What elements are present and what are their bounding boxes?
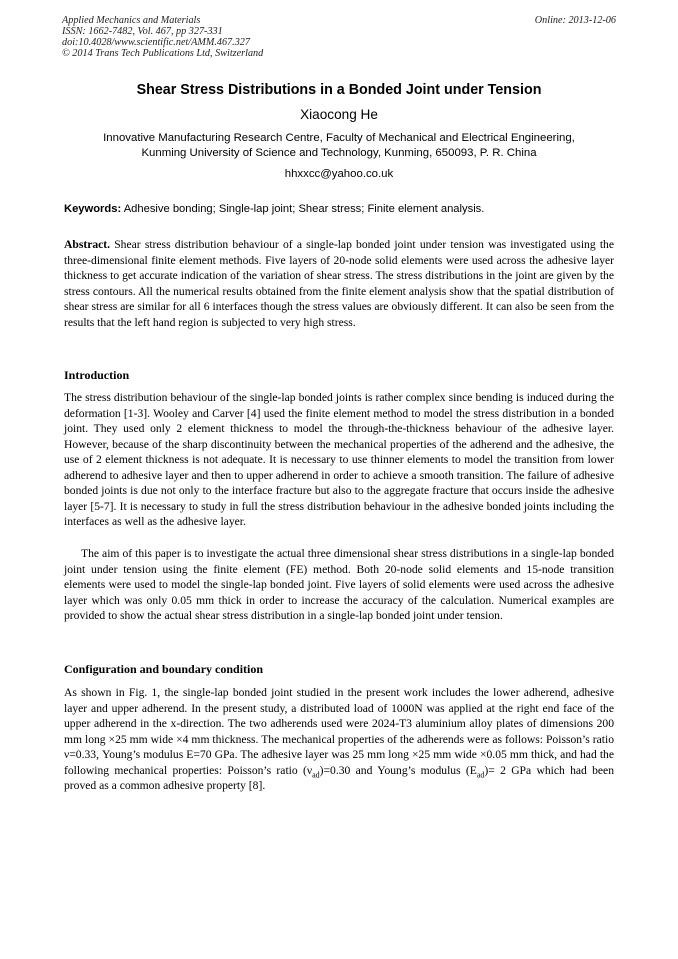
intro-paragraph-2: The aim of this paper is to investigate the actual three dimensional shear stress distributions in a single-lap bonded joint under tension using the finite element (FE) method. Both 20-node solid elements and 15-node transition elements were used to model the single-lap bonded joint. Five layers of solid elements were used across the adhesive layer which was only 0.05 mm thick in order to increase the accuracy of the calculation. Numerical examples are provided to show the actual shear stress distribution in a single-lap bonded joint under tension. (64, 547, 614, 622)
intro-paragraph-1: The stress distribution behaviour of the single-lap bonded joints is rather complex since bending is induced during the deformation [1-3]. Wooley and Carver [4] used the finite element method to model the stress distribution in a bonded joint. They used only 2 element thickness to model the through-the-thickness behaviour of the adhesive layer. However, because of the sharp discontinuity between the mechanical properties of the adherend and the adhesive, the use of 2 element thickness is not adequate. It is necessary to use thinner elements to model the transition from lower adherend to adhesive layer and then to upper adherend in order to achieve a smooth transition. The failure of adhesive bonded joints is due not only to the interface fracture but also to the aggregate fracture that occurs inside the adhesive layer [5-7]. It is necessary to study in full the stress distribution behaviour in the adhesive bonded joints including the interfaces as well as the adhesive layer. (64, 391, 614, 528)
config-text-c: )= 2 GPa which had been proved as a common adhesive property [8]. (64, 763, 614, 792)
abstract-label: Abstract. (64, 238, 111, 251)
copyright-line: © 2014 Trans Tech Publications Ltd, Switzerland (62, 48, 264, 59)
affiliation-line-2: Kunming University of Science and Technology, Kunming, 650093, P. R. China (141, 147, 537, 159)
issn-line: ISSN: 1662-7482, Vol. 467, pp 327-331 (62, 26, 223, 37)
abstract (64, 237, 614, 330)
subscript-ad: ad (312, 769, 320, 779)
keywords (64, 203, 624, 215)
online-date: Online: 2013-12-06 (534, 15, 616, 26)
affiliation-line-1: Innovative Manufacturing Research Centre, Faculty of Mechanical and Electrical Engineering, (103, 132, 575, 144)
affiliation (60, 131, 618, 161)
journal-name: Applied Mechanics and Materials (62, 15, 201, 26)
paper-title: Shear Stress Distributions in a Bonded Joint under Tension (136, 82, 542, 98)
author-name: Xiaocong He (300, 107, 378, 122)
config-paragraph-1 (64, 685, 614, 794)
journal-header (62, 15, 263, 59)
keywords-text: Adhesive bonding; Single-lap joint; Shear stress; Finite element analysis. (121, 203, 485, 215)
keywords-label: Keywords: (64, 203, 122, 215)
config-text-b: )=0.30 and Young’s modulus (E (319, 763, 477, 777)
section-heading-introduction: Introduction (64, 368, 130, 382)
abstract-text: Shear stress distribution behaviour of a single-lap bonded joint under tension was investigated using the three-dimensional finite element methods. Five layers of 20-node solid elements were used across the adhesive layer thickness to get accurate indication of the variation of shear stress. The stress distributions in the joint are given by the stress contours. All the numerical results obtained from the finite element analysis show that the spatial distribution of shear stress are similar for all 6 interfaces though the stress values are obviously different. It can also be seen from the results that the left hand region is subjected to very high stress. (64, 238, 614, 329)
section-heading-configuration: Configuration and boundary condition (64, 662, 264, 676)
config-text-a: As shown in Fig. 1, the single-lap bonded joint studied in the present work includes the lower adherend, adhesive layer and upper adherend. In the present study, a distributed load of 1000N was applied at the right end face of the upper adherend in the x-direction. The two adherends used were 2024-T3 aluminium alloy plates of dimensions 200 mm long ×25 mm wide ×4 mm thickness. The mechanical properties of the adherends were as follows: Poisson’s ratio ν=0.33, Young’s modulus E=70 GPa. The adhesive layer was 25 mm long ×25 mm wide ×0.05 mm thick, and had the following mechanical properties: Poisson’s ratio (ν (64, 686, 614, 777)
subscript-ad: ad (476, 769, 485, 779)
author-email: hhxxcc@yahoo.co.uk (284, 168, 394, 180)
doi-line: doi:10.4028/www.scientific.net/AMM.467.327 (62, 37, 250, 48)
